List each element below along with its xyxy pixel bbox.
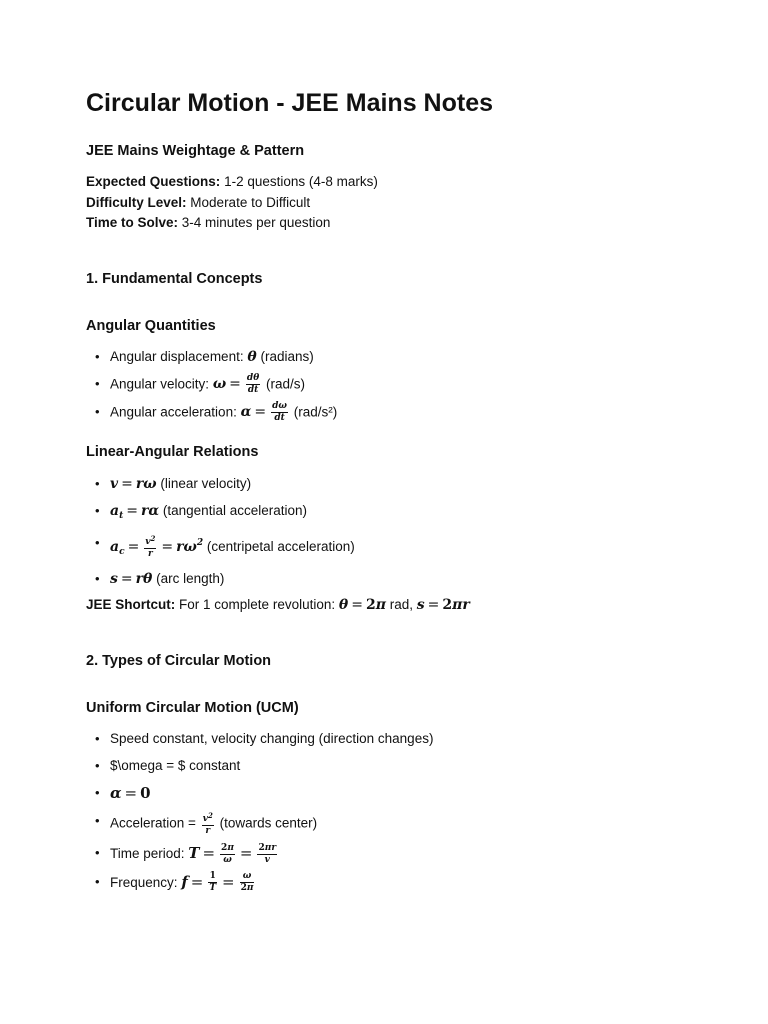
expected-questions-line <box>86 172 706 193</box>
acceleration-formula: $\frac{v^2}{r}$ <box>202 811 213 836</box>
linear-angular-relations-heading: Linear-Angular Relations <box>86 443 259 460</box>
jee-shortcut-line <box>86 595 706 616</box>
list-item: • Speed constant, velocity changing (direction changes) <box>86 729 706 749</box>
list-item <box>86 374 706 395</box>
list-item <box>86 569 706 589</box>
page-title: Circular Motion - JEE Mains Notes <box>86 89 494 117</box>
angular-acceleration-formula: α = $\frac{d\omega}{dt}$ <box>240 400 287 423</box>
ucm-heading: Uniform Circular Motion (UCM) <box>86 700 299 716</box>
angular-displacement-unit: (radians) <box>260 348 314 364</box>
time-to-solve-value: 3-4 minutes per question <box>181 215 331 230</box>
frequency-label: Frequency: <box>110 874 178 890</box>
list-item <box>86 501 706 526</box>
linear-angular-relations-list <box>86 474 706 589</box>
angular-acceleration-label: Angular acceleration: <box>110 404 237 419</box>
section-types-of-circular-motion-heading: 2. Types of Circular Motion <box>86 653 272 669</box>
angular-quantities-list <box>86 347 706 423</box>
list-item <box>86 347 706 367</box>
frequency-formula: f = $\frac{1}{T}$ = $\frac{\omega}{2\pi}$ <box>181 871 254 893</box>
angular-velocity-formula: ω = $\frac{d\theta}{dt}$ <box>212 372 260 395</box>
linear-velocity-note: (linear velocity) <box>160 475 252 491</box>
acceleration-label: Acceleration = <box>110 815 196 831</box>
tangential-acceleration-note: (tangential acceleration) <box>162 502 307 518</box>
theta-symbol: θ <box>247 348 257 365</box>
time-to-solve-label: Time to Solve: <box>86 215 179 230</box>
arc-length-formula: s = rθ <box>110 570 153 587</box>
jee-shortcut-rad: rad, <box>389 596 413 612</box>
time-period-formula: T = $\frac{2\pi}{\omega}$ = $\frac{2\pi r}{v}$ <box>188 842 277 865</box>
centripetal-acceleration-formula: $a_c$ = $\frac{v^2}{r}$ = $r\omega^2$ <box>110 534 204 559</box>
acceleration-note: (towards center) <box>219 815 318 831</box>
angular-quantities-heading: Angular Quantities <box>86 317 216 334</box>
list-item <box>86 783 706 804</box>
difficulty-line <box>86 193 706 214</box>
revolution-arc-formula: s = 2πr <box>416 596 470 613</box>
section-fundamental-concepts-heading: 1. Fundamental Concepts <box>86 270 263 287</box>
document-content <box>86 86 706 900</box>
difficulty-value: Moderate to Difficult <box>190 194 311 210</box>
weightage-heading: JEE Mains Weightage & Pattern <box>86 143 305 159</box>
ucm-list <box>86 729 706 893</box>
list-item: • $\omega = $ constant <box>86 756 706 776</box>
angular-displacement-label: Angular displacement: <box>110 348 244 364</box>
difficulty-label: Difficulty Level: <box>86 194 187 210</box>
list-item <box>86 533 706 562</box>
tangential-acceleration-formula: $a_t = r\alpha$ <box>110 502 160 521</box>
list-item <box>86 843 706 865</box>
zero-angular-acceleration-formula: α = 0 <box>110 784 151 802</box>
linear-velocity-formula: v = rω <box>110 475 157 492</box>
list-item <box>86 872 706 894</box>
jee-shortcut-label: JEE Shortcut: <box>86 596 176 612</box>
expected-questions-label: Expected Questions: <box>86 174 221 189</box>
angular-acceleration-unit: (rad/s²) <box>293 404 338 419</box>
list-item <box>86 402 706 423</box>
arc-length-note: (arc length) <box>156 570 225 586</box>
time-period-label: Time period: <box>110 846 185 861</box>
angular-velocity-unit: (rad/s) <box>265 376 305 391</box>
expected-questions-value: 1-2 questions (4-8 marks) <box>224 174 378 189</box>
angular-velocity-label: Angular velocity: <box>110 376 210 391</box>
revolution-angle-formula: θ = 2π <box>338 596 386 613</box>
jee-shortcut-text: For 1 complete revolution: <box>179 596 336 612</box>
time-to-solve-line <box>86 213 706 234</box>
centripetal-acceleration-note: (centripetal acceleration) <box>206 538 355 554</box>
list-item <box>86 811 706 836</box>
list-item <box>86 474 706 494</box>
